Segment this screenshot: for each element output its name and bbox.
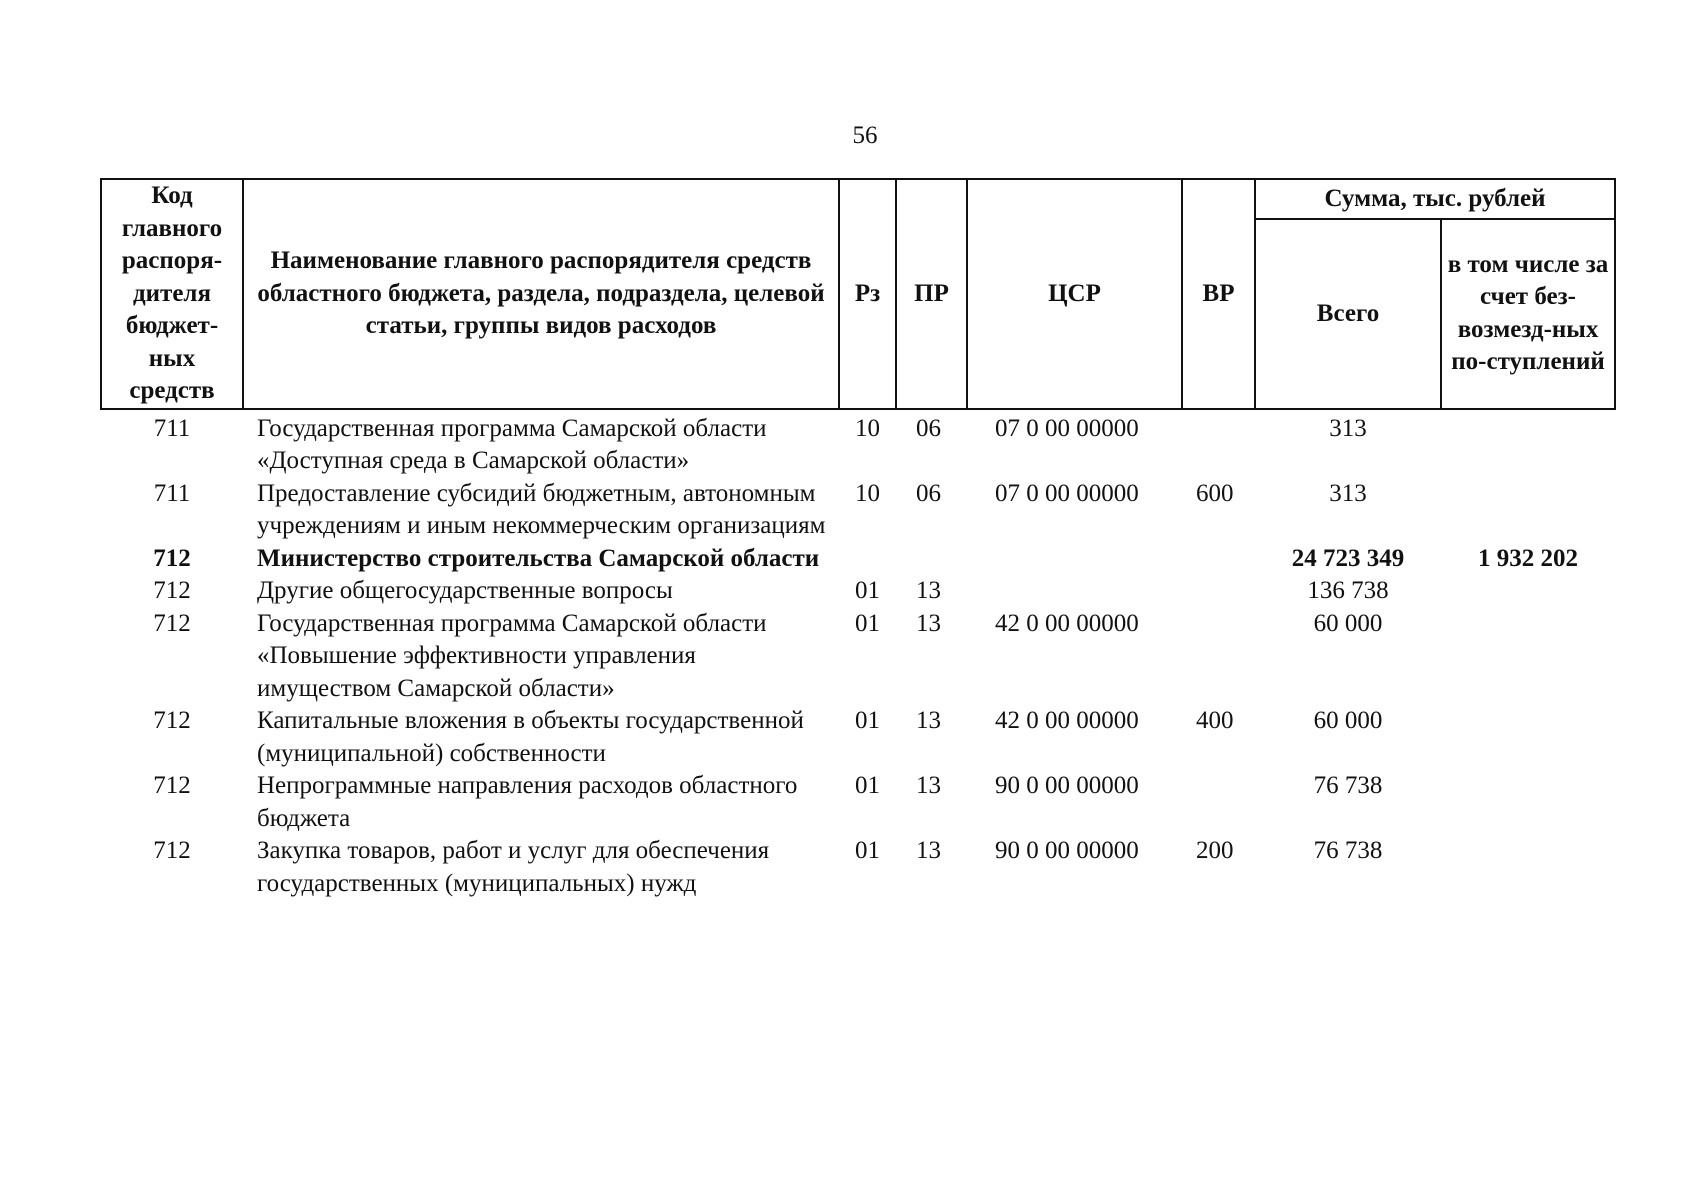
row-name: Государственная программа Самарской области «Повышение эффективности управления имуществом Самарской области»	[257, 609, 767, 702]
row-free	[1441, 835, 1615, 900]
row-total: 76 738	[1313, 837, 1383, 864]
row-free	[1441, 705, 1615, 770]
header-name: Наименование главного распорядителя средств областного бюджета, раздела, подраздела, целевой статьи, группы видов расходов	[243, 179, 839, 409]
table-header	[101, 179, 1615, 409]
row-name: Министерство строительства Самарской области	[257, 544, 820, 572]
row-code: 712	[153, 609, 191, 637]
row-pr: 13	[916, 577, 941, 604]
row-code: 711	[153, 479, 191, 507]
row-pr	[896, 543, 967, 576]
row-name: Непрограммные направления расходов областного бюджета	[257, 772, 798, 832]
row-rz: 01	[855, 577, 880, 604]
table-row	[101, 770, 1615, 835]
row-csr: 90 0 00 00000	[995, 772, 1139, 799]
row-rz: 01	[855, 707, 880, 734]
row-total: 313	[1329, 479, 1367, 507]
row-pr: 13	[916, 837, 941, 864]
row-vr: 600	[1196, 479, 1234, 507]
row-vr: 200	[1196, 837, 1234, 864]
row-name: Предоставление субсидий бюджетным, автономным учреждениям и иным некоммерческим организациям	[257, 479, 826, 539]
row-free	[1441, 478, 1615, 543]
row-total: 136 738	[1307, 577, 1389, 604]
row-free	[1441, 608, 1615, 706]
header-pr: ПР	[896, 179, 967, 409]
row-csr: 42 0 00 00000	[995, 707, 1139, 734]
row-code: 712	[153, 837, 191, 864]
row-code: 712	[153, 772, 191, 799]
page-number: 56	[852, 122, 878, 149]
row-csr	[967, 543, 1182, 576]
row-total: 24 723 349	[1291, 544, 1405, 572]
row-vr: 400	[1196, 707, 1234, 734]
row-pr: 13	[916, 707, 941, 734]
table-row	[101, 478, 1615, 543]
row-vr	[1182, 543, 1255, 576]
table-row	[101, 575, 1615, 608]
row-csr: 42 0 00 00000	[995, 609, 1139, 637]
row-vr	[1182, 608, 1255, 706]
header-free: в том числе за счет без-возмезд-ных по-ступлений	[1441, 219, 1615, 409]
row-code: 712	[153, 707, 191, 734]
table-row-ministry	[101, 543, 1615, 576]
header-sum-group: Сумма, тыс. рублей	[1255, 179, 1615, 219]
row-rz: 10	[855, 414, 880, 442]
row-code: 712	[153, 544, 191, 572]
row-vr	[1182, 575, 1255, 608]
header-csr: ЦСР	[967, 179, 1182, 409]
row-csr: 90 0 00 00000	[995, 837, 1139, 864]
header-rz: Рз	[839, 179, 896, 409]
row-total: 60 000	[1313, 609, 1383, 637]
header-vr: ВР	[1182, 179, 1255, 409]
row-name: Капитальные вложения в объекты государственной (муниципальной) собственности	[257, 707, 804, 767]
row-pr: 13	[916, 772, 941, 799]
row-vr	[1182, 409, 1255, 478]
row-rz: 01	[855, 772, 880, 799]
table-row	[101, 409, 1615, 478]
row-pr: 06	[916, 414, 941, 442]
row-pr: 06	[916, 479, 941, 507]
row-total: 76 738	[1313, 772, 1383, 799]
table-row	[101, 705, 1615, 770]
row-pr: 13	[916, 609, 941, 637]
row-name: Государственная программа Самарской области «Доступная среда в Самарской области»	[257, 414, 767, 474]
row-free: 1 932 202	[1478, 544, 1578, 572]
row-free	[1441, 770, 1615, 835]
header-total: Всего	[1255, 219, 1441, 409]
row-free	[1441, 575, 1615, 608]
row-rz	[839, 543, 896, 576]
row-rz: 01	[855, 837, 880, 864]
row-total: 60 000	[1313, 707, 1383, 734]
row-vr	[1182, 770, 1255, 835]
row-name: Закупка товаров, работ и услуг для обеспечения государственных (муниципальных) нужд	[257, 837, 770, 897]
row-csr: 07 0 00 00000	[995, 414, 1139, 442]
row-csr: 07 0 00 00000	[995, 479, 1139, 507]
row-csr	[967, 575, 1182, 608]
row-code: 712	[153, 577, 191, 604]
budget-table	[100, 178, 1616, 900]
row-code: 711	[153, 414, 191, 442]
table-row	[101, 835, 1615, 900]
row-rz: 01	[855, 609, 880, 637]
header-code: Код главного распоря-дителя бюджет-ных средств	[101, 179, 243, 409]
row-name: Другие общегосударственные вопросы	[257, 577, 673, 604]
row-rz: 10	[855, 479, 880, 507]
table-row	[101, 608, 1615, 706]
row-total: 313	[1329, 414, 1367, 442]
row-free	[1441, 409, 1615, 478]
